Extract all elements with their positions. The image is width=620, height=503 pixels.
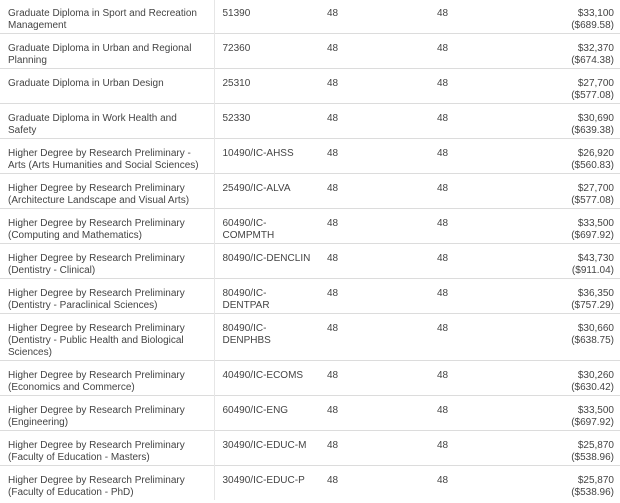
credit-points-cell: 48: [319, 138, 429, 173]
table-row: [0, 173, 620, 208]
per-point-fee: ($689.58): [571, 20, 614, 31]
course-name-cell: Higher Degree by Research Preliminary (Economics and Commerce): [0, 360, 214, 395]
per-point-fee: ($697.92): [571, 416, 614, 428]
standard-load-cell: 48: [429, 430, 539, 465]
course-name-cell: Graduate Diploma in Urban Design: [0, 68, 214, 103]
annual-fee: $33,100: [577, 8, 614, 19]
annual-fee: $30,260: [577, 369, 614, 381]
course-name-cell: Higher Degree by Research Preliminary (Dentistry - Public Health and Biological Sciences): [0, 313, 214, 360]
course-code-cell: 80490/IC-DENPHBS: [214, 313, 319, 360]
course-name-cell: Higher Degree by Research Preliminary (Faculty of Education - Masters): [0, 430, 214, 465]
table-row: [0, 465, 620, 500]
table-row: [0, 430, 620, 465]
annual-fee: $27,700: [577, 77, 614, 89]
fee-cell: [539, 103, 620, 138]
course-name-cell: Higher Degree by Research Preliminary (Faculty of Education - PhD): [0, 465, 214, 500]
course-code-cell: 72360: [214, 33, 319, 68]
credit-points-cell: 48: [319, 33, 429, 68]
table-row: [0, 360, 620, 395]
annual-fee: $36,350: [577, 287, 614, 299]
fee-cell: [539, 33, 620, 68]
annual-fee: $26,920: [577, 147, 614, 159]
fee-cell: [539, 173, 620, 208]
standard-load-cell: 48: [429, 465, 539, 500]
course-name-cell: Higher Degree by Research Preliminary (Engineering): [0, 395, 214, 430]
credit-points-cell: 48: [319, 68, 429, 103]
credit-points-cell: 48: [319, 243, 429, 278]
fee-cell: [539, 360, 620, 395]
fee-cell: [539, 208, 620, 243]
standard-load-cell: 48: [429, 173, 539, 208]
credit-points-cell: 48: [319, 395, 429, 430]
table-row: [0, 68, 620, 103]
annual-fee: $32,370: [577, 42, 614, 54]
credit-points-cell: 48: [319, 430, 429, 465]
credit-points-cell: 48: [327, 8, 339, 19]
course-code-cell: 80490/IC-DENTPAR: [214, 278, 319, 313]
annual-fee: $30,660: [577, 322, 614, 334]
standard-load-cell: 48: [429, 138, 539, 173]
per-point-fee: ($577.08): [571, 194, 614, 206]
table-row: [0, 278, 620, 313]
course-name-cell: Graduate Diploma in Sport and Recreation Management: [0, 0, 214, 33]
standard-load-cell: 48: [437, 8, 449, 19]
per-point-fee: ($538.96): [571, 451, 614, 463]
credit-points-cell: 48: [319, 465, 429, 500]
course-code-cell: 52330: [214, 103, 319, 138]
credit-points-cell: 48: [319, 103, 429, 138]
fee-cell: [539, 0, 620, 33]
credit-points-cell: 48: [319, 278, 429, 313]
table-row: [0, 243, 620, 278]
course-name-cell: Graduate Diploma in Work Health and Safety: [0, 103, 214, 138]
course-name-cell: Higher Degree by Research Preliminary (Computing and Mathematics): [0, 208, 214, 243]
standard-load-cell: 48: [429, 208, 539, 243]
standard-load-cell: 48: [429, 360, 539, 395]
fee-cell: [539, 465, 620, 500]
table-row: [0, 0, 620, 33]
annual-fee: $27,700: [577, 182, 614, 194]
annual-fee: $30,690: [577, 112, 614, 124]
table-row: [0, 103, 620, 138]
annual-fee: $33,500: [577, 217, 614, 229]
course-name-cell: Higher Degree by Research Preliminary - Arts (Arts Humanities and Social Sciences): [0, 138, 214, 173]
annual-fee: $25,870: [577, 474, 614, 486]
per-point-fee: ($630.42): [571, 381, 614, 393]
course-name-cell: Higher Degree by Research Preliminary (Dentistry - Clinical): [0, 243, 214, 278]
per-point-fee: ($538.96): [571, 486, 614, 498]
fee-cell: [539, 278, 620, 313]
standard-load-cell: 48: [429, 243, 539, 278]
table-row: [0, 395, 620, 430]
table-row: [0, 33, 620, 68]
course-code-cell: 51390: [222, 8, 251, 19]
standard-load-cell: 48: [429, 103, 539, 138]
standard-load-cell: 48: [429, 33, 539, 68]
course-code-cell: 25490/IC-ALVA: [214, 173, 319, 208]
table-row: [0, 313, 620, 360]
credit-points-cell: 48: [319, 208, 429, 243]
annual-fee: $33,500: [577, 404, 614, 416]
per-point-fee: ($560.83): [571, 159, 614, 171]
fee-cell: [539, 138, 620, 173]
annual-fee: $25,870: [577, 439, 614, 451]
table-row: [0, 208, 620, 243]
standard-load-cell: 48: [429, 278, 539, 313]
per-point-fee: ($697.92): [571, 229, 614, 241]
per-point-fee: ($577.08): [571, 89, 614, 101]
course-name-cell: Higher Degree by Research Preliminary (Dentistry - Paraclinical Sciences): [0, 278, 214, 313]
per-point-fee: ($639.38): [571, 124, 614, 136]
standard-load-cell: 48: [429, 313, 539, 360]
fee-cell: [539, 430, 620, 465]
per-point-fee: ($638.75): [571, 334, 614, 346]
standard-load-cell: 48: [429, 68, 539, 103]
course-code-cell: 30490/IC-EDUC-P: [214, 465, 319, 500]
fee-cell: [539, 313, 620, 360]
credit-points-cell: 48: [319, 360, 429, 395]
course-code-cell: 25310: [214, 68, 319, 103]
fee-cell: [539, 243, 620, 278]
credit-points-cell: 48: [319, 313, 429, 360]
course-code-cell: 10490/IC-AHSS: [214, 138, 319, 173]
standard-load-cell: 48: [429, 395, 539, 430]
course-code-cell: 30490/IC-EDUC-M: [214, 430, 319, 465]
course-name-cell: Graduate Diploma in Urban and Regional Planning: [0, 33, 214, 68]
course-code-cell: 80490/IC-DENCLIN: [214, 243, 319, 278]
per-point-fee: ($674.38): [571, 54, 614, 66]
per-point-fee: ($757.29): [571, 299, 614, 311]
course-code-cell: 60490/IC-COMPMTH: [214, 208, 319, 243]
course-name-cell: Higher Degree by Research Preliminary (Architecture Landscape and Visual Arts): [0, 173, 214, 208]
fee-cell: [539, 395, 620, 430]
fee-cell: [539, 68, 620, 103]
per-point-fee: ($911.04): [571, 264, 614, 276]
annual-fee: $43,730: [577, 252, 614, 264]
course-code-cell: 60490/IC-ENG: [214, 395, 319, 430]
table-row: [0, 138, 620, 173]
course-code-cell: 40490/IC-ECOMS: [214, 360, 319, 395]
credit-points-cell: 48: [319, 173, 429, 208]
